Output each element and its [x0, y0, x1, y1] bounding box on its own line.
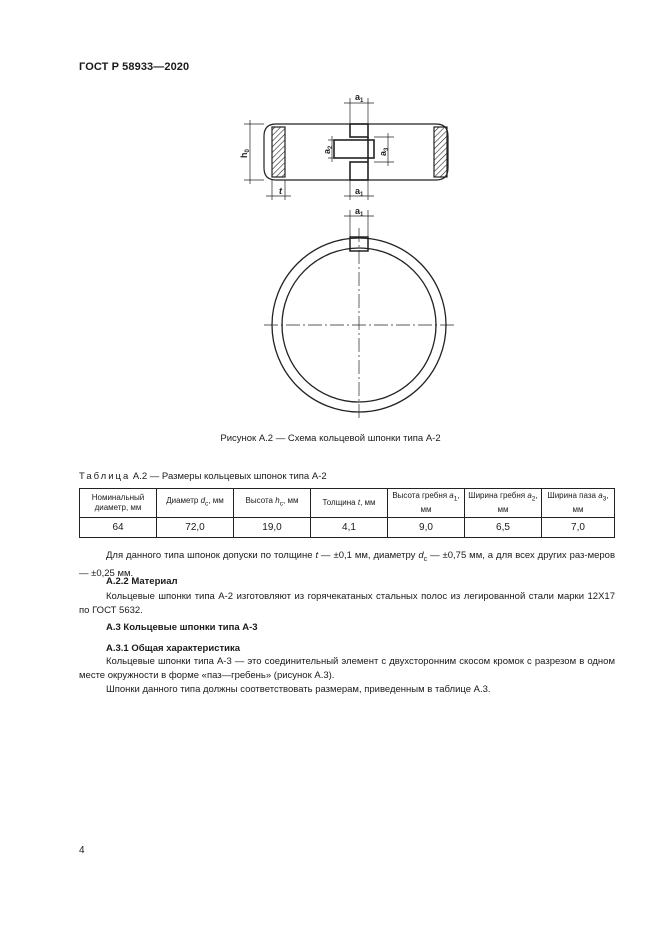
section-a31-body: Кольцевые шпонки типа А-3 — это соединительный элемент с двухсторонним скосом кромок с разрезом в одном месте окружности в форме «паз—гребень» (рисунок А.3).: [79, 656, 615, 681]
section-a22-body: Кольцевые шпонки типа А-2 изготовляют из горячекатаных стальных полос из легированной стали марки 12Х17 по ГОСТ 5632.: [79, 591, 615, 616]
table-header-cell: Толщина t, мм: [311, 489, 388, 518]
section-a31-body-2: Шпонки данного типа должны соответствовать размерам, приведенным в таблице А.3.: [106, 684, 491, 695]
table-header-cell: Высота гребня $a_1$, мм: [388, 489, 465, 518]
label-a1-bottom: $a_1$: [355, 186, 364, 198]
table-cell: 72,0: [157, 518, 234, 538]
table-cell: 6,5: [465, 518, 542, 538]
section-a22-title: А.2.2 Материал: [106, 576, 178, 587]
label-a1-ring: $a_1$: [355, 206, 364, 218]
table-cell: 4,1: [311, 518, 388, 538]
table-header-cell: Ширина гребня $a_2$, мм: [465, 489, 542, 518]
section-a3-title: А.3 Кольцевые шпонки типа А-3: [106, 622, 258, 633]
tolerance-paragraph: Для данного типа шпонок допуски по толщине t — ±0,1 мм, диаметру $d_c$ — ±0,75 мм, а для всех других раз-меров — ±0,25 мм.: [79, 550, 616, 579]
table-row: [80, 518, 615, 538]
table-header-cell: Ширина паза $a_3$, мм: [542, 489, 615, 518]
label-a1-top: $a_1$: [355, 92, 364, 104]
table-header-cell: Диаметр $d_c$, мм: [157, 489, 234, 518]
label-a3: $a_3$: [378, 147, 390, 156]
label-a2: $a_2$: [322, 145, 334, 154]
ring-key-drawing: [0, 0, 661, 430]
table-cell: 64: [80, 518, 157, 538]
figure-caption: Рисунок А.2 — Схема кольцевой шпонки типа А-2: [220, 433, 441, 444]
table-header-cell: Номинальный диаметр, мм: [80, 489, 157, 518]
table-cell: 19,0: [234, 518, 311, 538]
page-number: 4: [79, 845, 85, 856]
table-caption-prefix: Таблица: [79, 471, 131, 482]
label-h0: $h_0$: [239, 149, 251, 158]
table-caption-text: А.2 — Размеры кольцевых шпонок типа А-2: [132, 471, 327, 482]
dimensions-table: [79, 488, 615, 538]
table-caption: [79, 471, 327, 482]
document-header: ГОСТ Р 58933—2020: [79, 61, 190, 73]
table-cell: 9,0: [388, 518, 465, 538]
table-header-row: [80, 489, 615, 518]
label-t: t: [279, 186, 282, 196]
section-a31-title: А.3.1 Общая характеристика: [106, 643, 241, 654]
table-cell: 7,0: [542, 518, 615, 538]
table-header-cell: Высота $h_c$, мм: [234, 489, 311, 518]
